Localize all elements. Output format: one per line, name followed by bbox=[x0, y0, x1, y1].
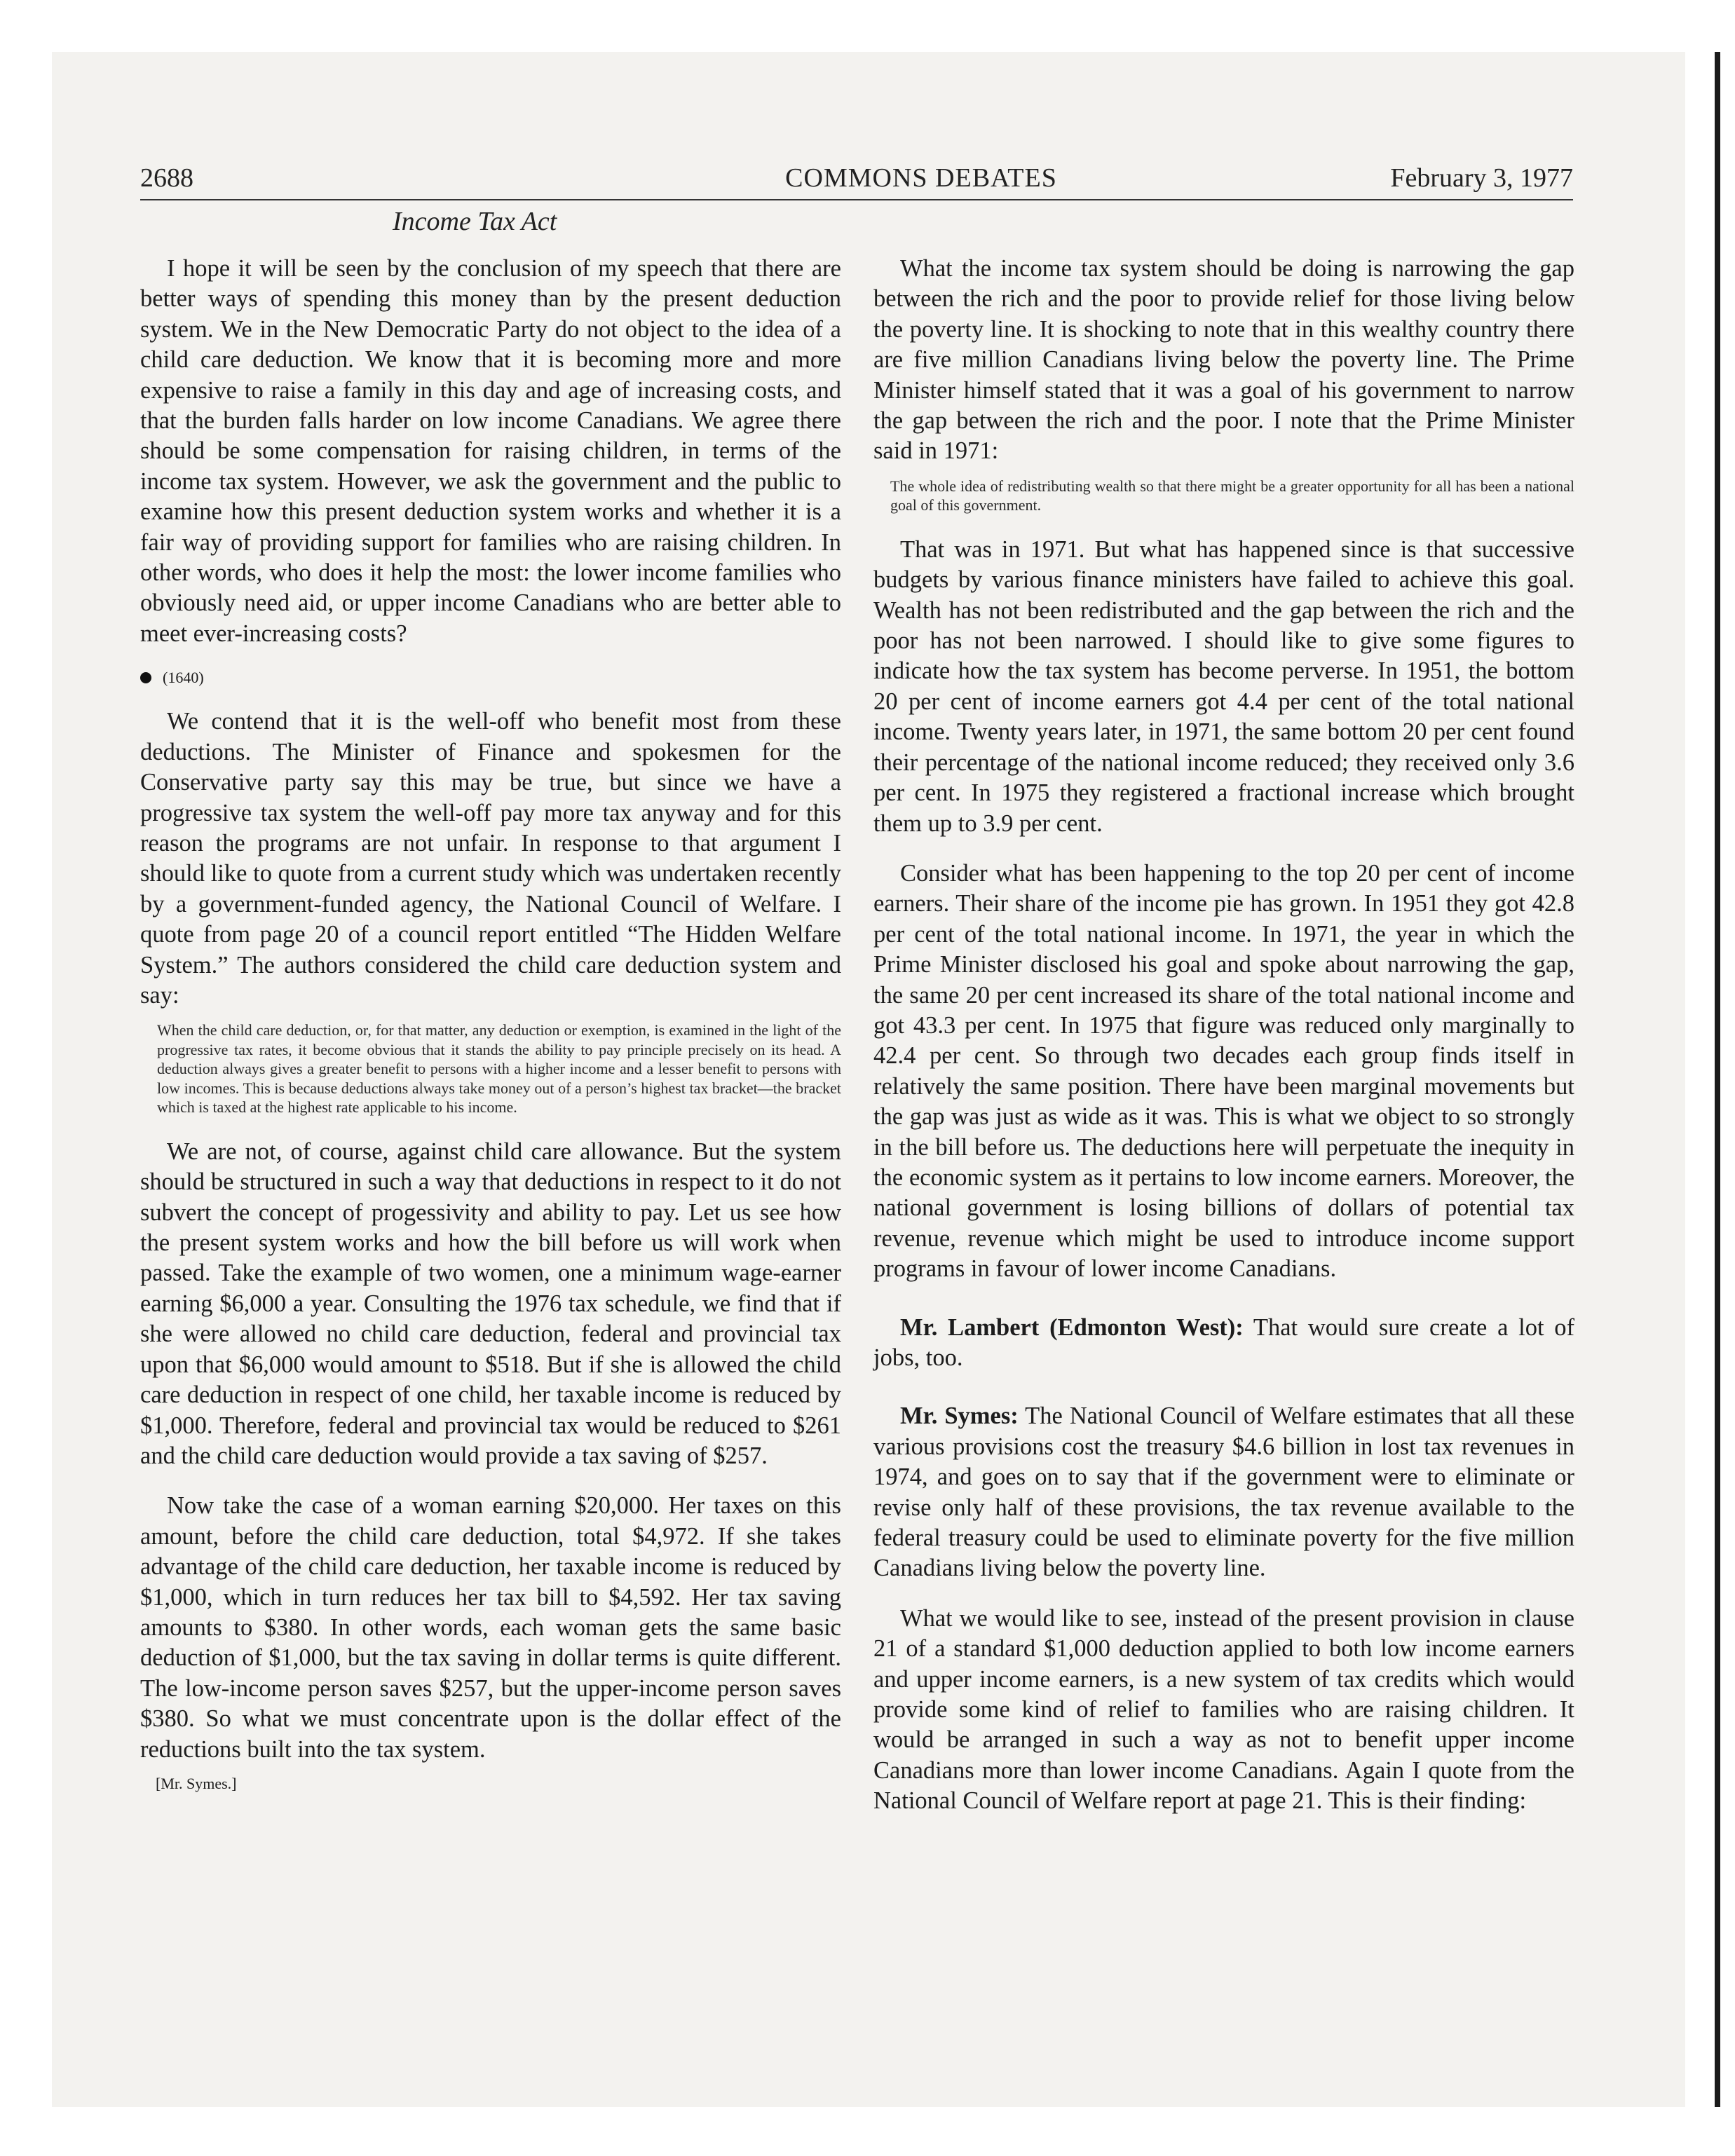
header-rule bbox=[140, 199, 1573, 200]
left-paragraph-4: Now take the case of a woman earning $20,000. Her taxes on this amount, before the child care deduction, total $4,972. If she takes advantage of the child care deduction, her taxable income is reduced by $1,000, which in turn reduces her tax bill to $4,592. Her tax saving amounts to $380. In other words, each woman gets the same basic deduction of $1,000, but the tax saving in dollar terms is quite different. The low-income person saves $257, but the upper-income person saves $380. So what we must concentrate upon is the dollar effect of the reductions built into the tax system. bbox=[140, 1492, 841, 1763]
hansard-page bbox=[52, 52, 1685, 2107]
left-paragraph-3: We are not, of course, against child care allowance. But the system should be structured in such a way that deductions in respect to it do not subvert the concept of progessivity and ability to pay. Let us see how the present system works and how the bill before us will work when passed. Take the example of two women, one a minimum wage-earner earning $6,000 a year. Consulting the 1976 tax schedule, we find that if she were allowed no child care deduction, federal and provincial tax upon that $6,000 would amount to $518. But if she is allowed the child care deduction in respect of one child, her taxable income is reduced by $1,000. Therefore, federal and provincial tax would be reduced to $261 and the child care deduction would provide a tax saving of $257. bbox=[140, 1138, 841, 1469]
section-title: Income Tax Act bbox=[393, 207, 557, 236]
right-paragraph-1: What the income tax system should be doing is narrowing the gap between the rich and the poor to provide relief for those living below the poverty line. It is shocking to note that in this wealthy country there are five million Canadians living below the poverty line. The Prime Minister himself stated that it was a goal of his government to narrow the gap between the rich and the poor. I note that the Prime Minister said in 1971: bbox=[873, 255, 1574, 465]
time-marker bbox=[140, 669, 841, 687]
lambert-remark-text: That would sure create a lot of jobs, too. bbox=[873, 1314, 1574, 1371]
right-block-quote: The whole idea of redistributing wealth so that there might be a greater opportunity for all has been a national goal of this government. bbox=[890, 477, 1574, 514]
lambert-remark bbox=[873, 1313, 1574, 1374]
page-number: 2688 bbox=[140, 163, 193, 193]
bullet-dot-icon bbox=[140, 672, 151, 683]
publication-date: February 3, 1977 bbox=[1390, 163, 1573, 193]
symes-remark-text: The National Council of Welfare estimates that all these various provisions cost the treasury $4.6 billion in lost tax revenues in 1974, and goes on to say that if the government were to eliminate or revise only half of these provisions, the tax revenue available to the federal treasury could be used to eliminate poverty for the five million Canadians living below the poverty line. bbox=[873, 1403, 1574, 1582]
left-paragraph-1: I hope it will be seen by the conclusion of my speech that there are better ways of spending this money than by the present deduction system. We in the New Democratic Party do not object to the idea of a child care deduction. We know that it is becoming more and more expensive to raise a family in this day and age of increasing costs, and that the burden falls harder on low income Canadians. We agree there should be some compensation for raising children, in terms of the income tax system. However, we ask the government and the public to examine how this present deduction system works and whether it is a fair way of providing support for families who are raising children. In other words, who does it help the most: the lower income families who obviously need aid, or upper income Canadians who are better able to meet ever-increasing costs? bbox=[140, 255, 841, 647]
scan-edge-bar bbox=[1715, 52, 1720, 2107]
publication-title: COMMONS DEBATES bbox=[785, 163, 1057, 193]
lambert-speaker: Mr. Lambert (Edmonton West): bbox=[900, 1314, 1244, 1341]
speaker-note: [Mr. Symes.] bbox=[156, 1774, 237, 1792]
left-block-quote: When the child care deduction, or, for that matter, any deduction or exemption, is examined in the light of the progressive tax rates, it become obvious that it stands the ability to pay principle precisely on its head. A deduction always gives a greater benefit to persons with a higher income and a lesser benefit to persons with low incomes. This is because deductions always take money out of a person’s highest tax bracket—the bracket which is taxed at the highest rate applicable to his income. bbox=[157, 1021, 841, 1117]
right-paragraph-2: That was in 1971. But what has happened since is that successive budgets by various finance ministers have failed to achieve this goal. Wealth has not been redistributed and the gap between the rich and the poor has not been narrowed. I should like to give some figures to indicate how the tax system has become perverse. In 1951, the bottom 20 per cent of income earners got 4.4 per cent of the total national income. Twenty years later, in 1971, the same bottom 20 per cent found their percentage of the national income reduced; they received only 3.6 per cent. In 1975 they registered a fractional increase which brought them up to 3.9 per cent. bbox=[873, 535, 1574, 837]
right-column bbox=[873, 254, 1574, 1817]
left-column bbox=[140, 254, 841, 1793]
right-paragraph-3: Consider what has been happening to the top 20 per cent of income earners. Their share of the income pie has grown. In 1951 they got 42.8 per cent of the total national income. In 1971, the year in which the Prime Minister disclosed his goal and spoke about narrowing the gap, the same 20 per cent increased its share of the total national income and got 43.3 per cent. In 1975 that figure was reduced only marginally to 42.4 per cent. So through two decades each group finds itself in relatively the same position. There have been marginal movements but the gap was just as wide as it was. This is what we object to so strongly in the bill before us. The deductions here will perpetuate the inequity in the economic system as it pertains to low income earners. Moreover, the national government is losing billions of dollars of potential tax revenue, revenue which might be used to introduce income support programs in favour of lower income Canadians. bbox=[873, 859, 1574, 1283]
time-marker-text: (1640) bbox=[163, 669, 204, 687]
right-paragraph-4: What we would like to see, instead of the present provision in clause 21 of a standard $1,000 deduction applied to both low income earners and upper income earners, is a new system of tax credits which would provide some kind of relief to families who are raising children. It would be arranged in such a way as not to benefit upper income Canadians more than lower income Canadians. Again I quote from the National Council of Welfare report at page 21. This is their finding: bbox=[873, 1604, 1574, 1815]
symes-remark bbox=[873, 1401, 1574, 1583]
symes-speaker: Mr. Symes: bbox=[900, 1403, 1019, 1430]
left-paragraph-2: We contend that it is the well-off who benefit most from these deductions. The Minister of Finance and spokesmen for the Conservative party say this may be true, but since we have a progressive tax system the well-off pay more tax anyway and for this reason the programs are not unfair. In response to that argument I should like to quote from a current study which was undertaken recently by a government-funded agency, the National Council of Welfare. I quote from page 20 of a council report entitled “The Hidden Welfare System.” The authors considered the child care deduction system and say: bbox=[140, 708, 841, 1009]
